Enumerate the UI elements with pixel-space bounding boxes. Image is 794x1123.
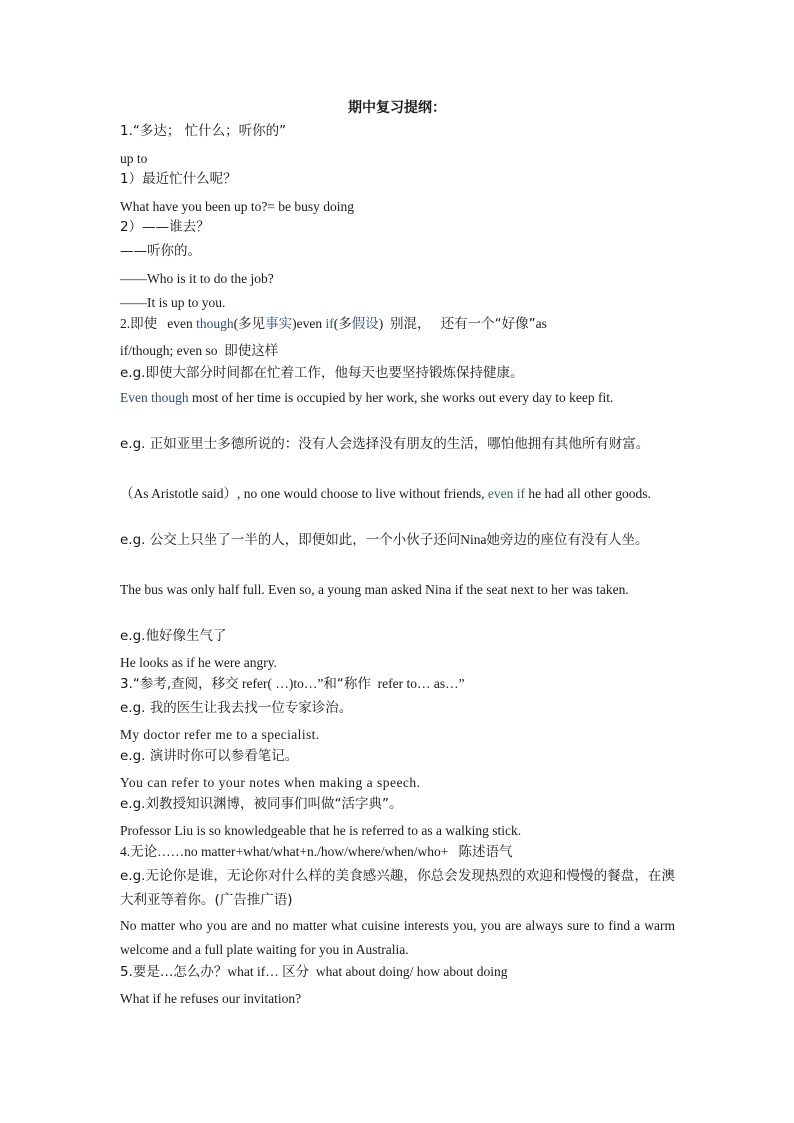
- section-3-heading-d: refer to… as…”: [377, 676, 465, 691]
- section-1-q2-en-answer: ——It is up to you.: [120, 295, 226, 310]
- section-3-example-2-cn: e.g. 演讲时你可以参看笔记。: [120, 748, 299, 764]
- section-2-example-2-part-a: （As Aristotle said）, no one would choose to live without friends,: [120, 486, 485, 501]
- section-2-example-1-en: [120, 386, 675, 410]
- section-3-example-1-en: My doctor refer me to a specialist.: [120, 727, 320, 742]
- section-2-even-if: )even: [292, 316, 323, 331]
- section-1-heading: 1.“多达； 忙什么；听你的”: [120, 123, 287, 139]
- section-2-example-3-cn-a: e.g. 公交上只坐了一半的人，即便如此，一个小伙子还问: [120, 532, 461, 548]
- section-2-line-2: [120, 342, 278, 360]
- section-3-example-1-cn: e.g. 我的医生让我去找一位专家诊治。: [120, 700, 353, 716]
- section-1-q1-en: What have you been up to?= be busy doing: [120, 199, 355, 214]
- section-2-paren-close: ): [378, 316, 384, 331]
- section-3-heading: [120, 675, 465, 693]
- section-2-example-2-en: [120, 482, 675, 506]
- section-5-heading: [120, 963, 508, 981]
- section-1-q2-cn-answer: ——听你的。: [120, 243, 201, 259]
- section-2-though: though: [196, 316, 234, 331]
- section-4-example-1-en: No matter who you are and no matter what cuisine interests you, you are always sure to find a warm welcome and a full plate waiting for you in Australia.: [120, 918, 675, 957]
- section-3-heading-a: 3.“参考,查阅，移交: [120, 676, 239, 692]
- section-2-cn-duojian: 多见: [238, 316, 266, 332]
- section-2-number: 2.: [120, 316, 131, 331]
- section-5-heading-c: 区分: [282, 964, 310, 980]
- section-2-example-3-en: The bus was only half full. Even so, a young man asked Nina if the seat next to her was taken.: [120, 582, 629, 597]
- section-2-example-3-cn: [120, 528, 675, 552]
- section-2-cn-duo: 多: [338, 316, 352, 332]
- section-3-example-3-cn: e.g.刘教授知识渊博，被同事们叫做“活字典”。: [120, 796, 403, 812]
- section-4-heading-a: 4.无论……no matter+what/what+n./how/where/when/who+: [120, 844, 449, 859]
- section-2-example-1-highlight: Even though: [120, 390, 189, 405]
- section-4-heading-b: 陈述语气: [458, 844, 513, 860]
- section-3-heading-b: refer( …)to…”: [242, 676, 324, 691]
- section-5-heading-a: 5.要是…怎么办？: [120, 964, 228, 980]
- section-4-example-1-cn: e.g.无论你是谁，无论你对什么样的美食感兴趣，你总会发现热烈的欢迎和慢慢的餐盘，在澳大利亚等着你。(广告推广语): [120, 868, 675, 908]
- section-2-cn-jiashe: 假设: [351, 316, 379, 332]
- section-2-even-so: if/though; even so: [120, 343, 218, 358]
- section-2-example-2-cn: e.g. 正如亚里士多德所说的：没有人会选择没有朋友的生活，哪怕他拥有其他所有财富。: [120, 436, 650, 452]
- section-4-heading: [120, 843, 513, 861]
- section-1-phrase: up to: [120, 151, 148, 166]
- section-2-as: as: [535, 316, 547, 331]
- section-3-example-3-en: Professor Liu is so knowledgeable that he is referred to as a walking stick.: [120, 823, 522, 838]
- section-1-q1: 1）最近忙什么呢？: [120, 171, 237, 187]
- section-3-heading-c: 和“称作: [323, 676, 371, 692]
- section-2-example-1-rest: most of her time is occupied by her work, she works out every day to keep fit.: [188, 390, 614, 405]
- section-2-example-2-part-b: he had all other goods.: [528, 486, 651, 501]
- section-2-example-2-highlight: even if: [487, 486, 525, 501]
- section-2-cn-even-so: 即使这样: [224, 343, 279, 359]
- section-2-example-4-cn: e.g.他好像生气了: [120, 628, 227, 644]
- section-2-paren-2: (: [333, 316, 339, 331]
- section-2-example-3-cn-b: 她旁边的座位有没有人坐。: [486, 532, 649, 548]
- section-2-paren: (: [233, 316, 239, 331]
- section-2-example-1-cn: e.g.即使大部分时间都在忙着工作，他每天也要坚持锻炼保持健康。: [120, 365, 524, 381]
- section-2-cn-bie: 别混，: [389, 316, 431, 332]
- page-title: 期中复习提纲：: [348, 100, 446, 116]
- section-3-example-2-en: You can refer to your notes when making a speech.: [120, 775, 421, 790]
- section-2-example-4-en: He looks as if he were angry.: [120, 655, 277, 670]
- section-1-q2: 2）——谁去？: [120, 219, 210, 235]
- section-2-even: even: [167, 316, 193, 331]
- section-2-if: if: [325, 316, 334, 331]
- section-5-heading-d: what about doing/ how about doing: [315, 964, 508, 979]
- section-5-heading-b: what if…: [227, 964, 279, 979]
- section-1-q2-en-question: ——Who is it to do the job?: [120, 271, 274, 286]
- section-2-cn-hai: 还有一个“好像”: [440, 316, 536, 332]
- section-2-cn-jishi: 即使: [130, 316, 158, 332]
- section-5-example-1-en: What if he refuses our invitation?: [120, 991, 302, 1006]
- section-2-cn-shishi: 事实: [265, 316, 293, 332]
- section-2-example-3-nina: Nina: [460, 532, 487, 547]
- section-2-heading: [120, 315, 547, 333]
